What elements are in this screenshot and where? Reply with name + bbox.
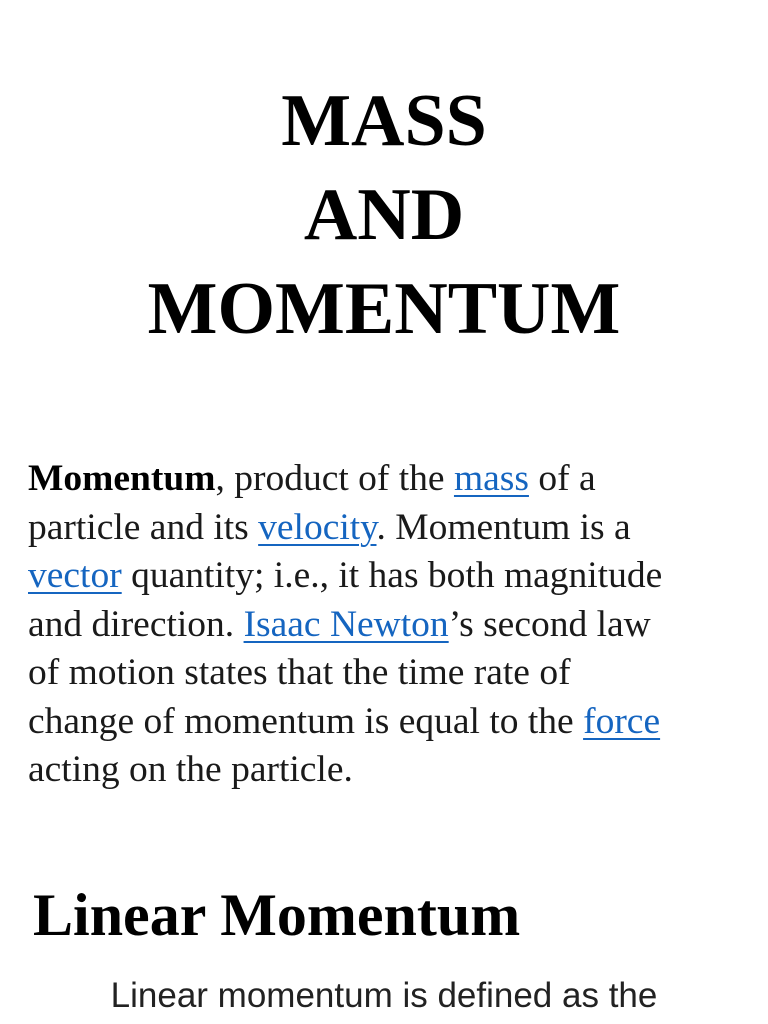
intro-text: of a [528,458,596,499]
intro-text: acting on the particle. [28,749,353,790]
intro-text: particle and its [28,506,259,548]
velocity-link[interactable]: velocity [258,506,377,548]
section-body-text: Linear momentum is defined as the [110,976,658,1015]
isaac-newton-link[interactable]: Isaac Newton [243,603,449,645]
intro-paragraph [28,455,768,795]
intro-line [28,649,768,698]
intro-line [28,552,768,601]
intro-text: , product of the [215,458,454,499]
document-title [0,74,768,356]
intro-text: quantity; i.e., it has both magnitude [121,555,663,596]
intro-line [28,504,768,553]
intro-text: of motion states that the time rate of [28,652,571,693]
section-heading: Linear Momentum [33,882,521,948]
intro-text: and direction. [28,603,244,645]
intro-line [28,455,768,504]
title-line-mass: MASS [281,80,487,162]
momentum-term: Momentum [28,458,216,499]
intro-text: . Momentum is a [376,506,631,548]
title-line-and: AND [303,174,465,256]
intro-line [28,698,768,747]
intro-text: change of momentum is equal to the [28,700,584,742]
mass-link[interactable]: mass [453,458,529,499]
intro-line [28,746,768,795]
vector-link[interactable]: vector [28,555,122,596]
force-link[interactable]: force [583,700,661,742]
intro-line [28,601,768,650]
title-line-momentum: MOMENTUM [147,268,621,350]
intro-text: ’s second law [448,603,651,645]
